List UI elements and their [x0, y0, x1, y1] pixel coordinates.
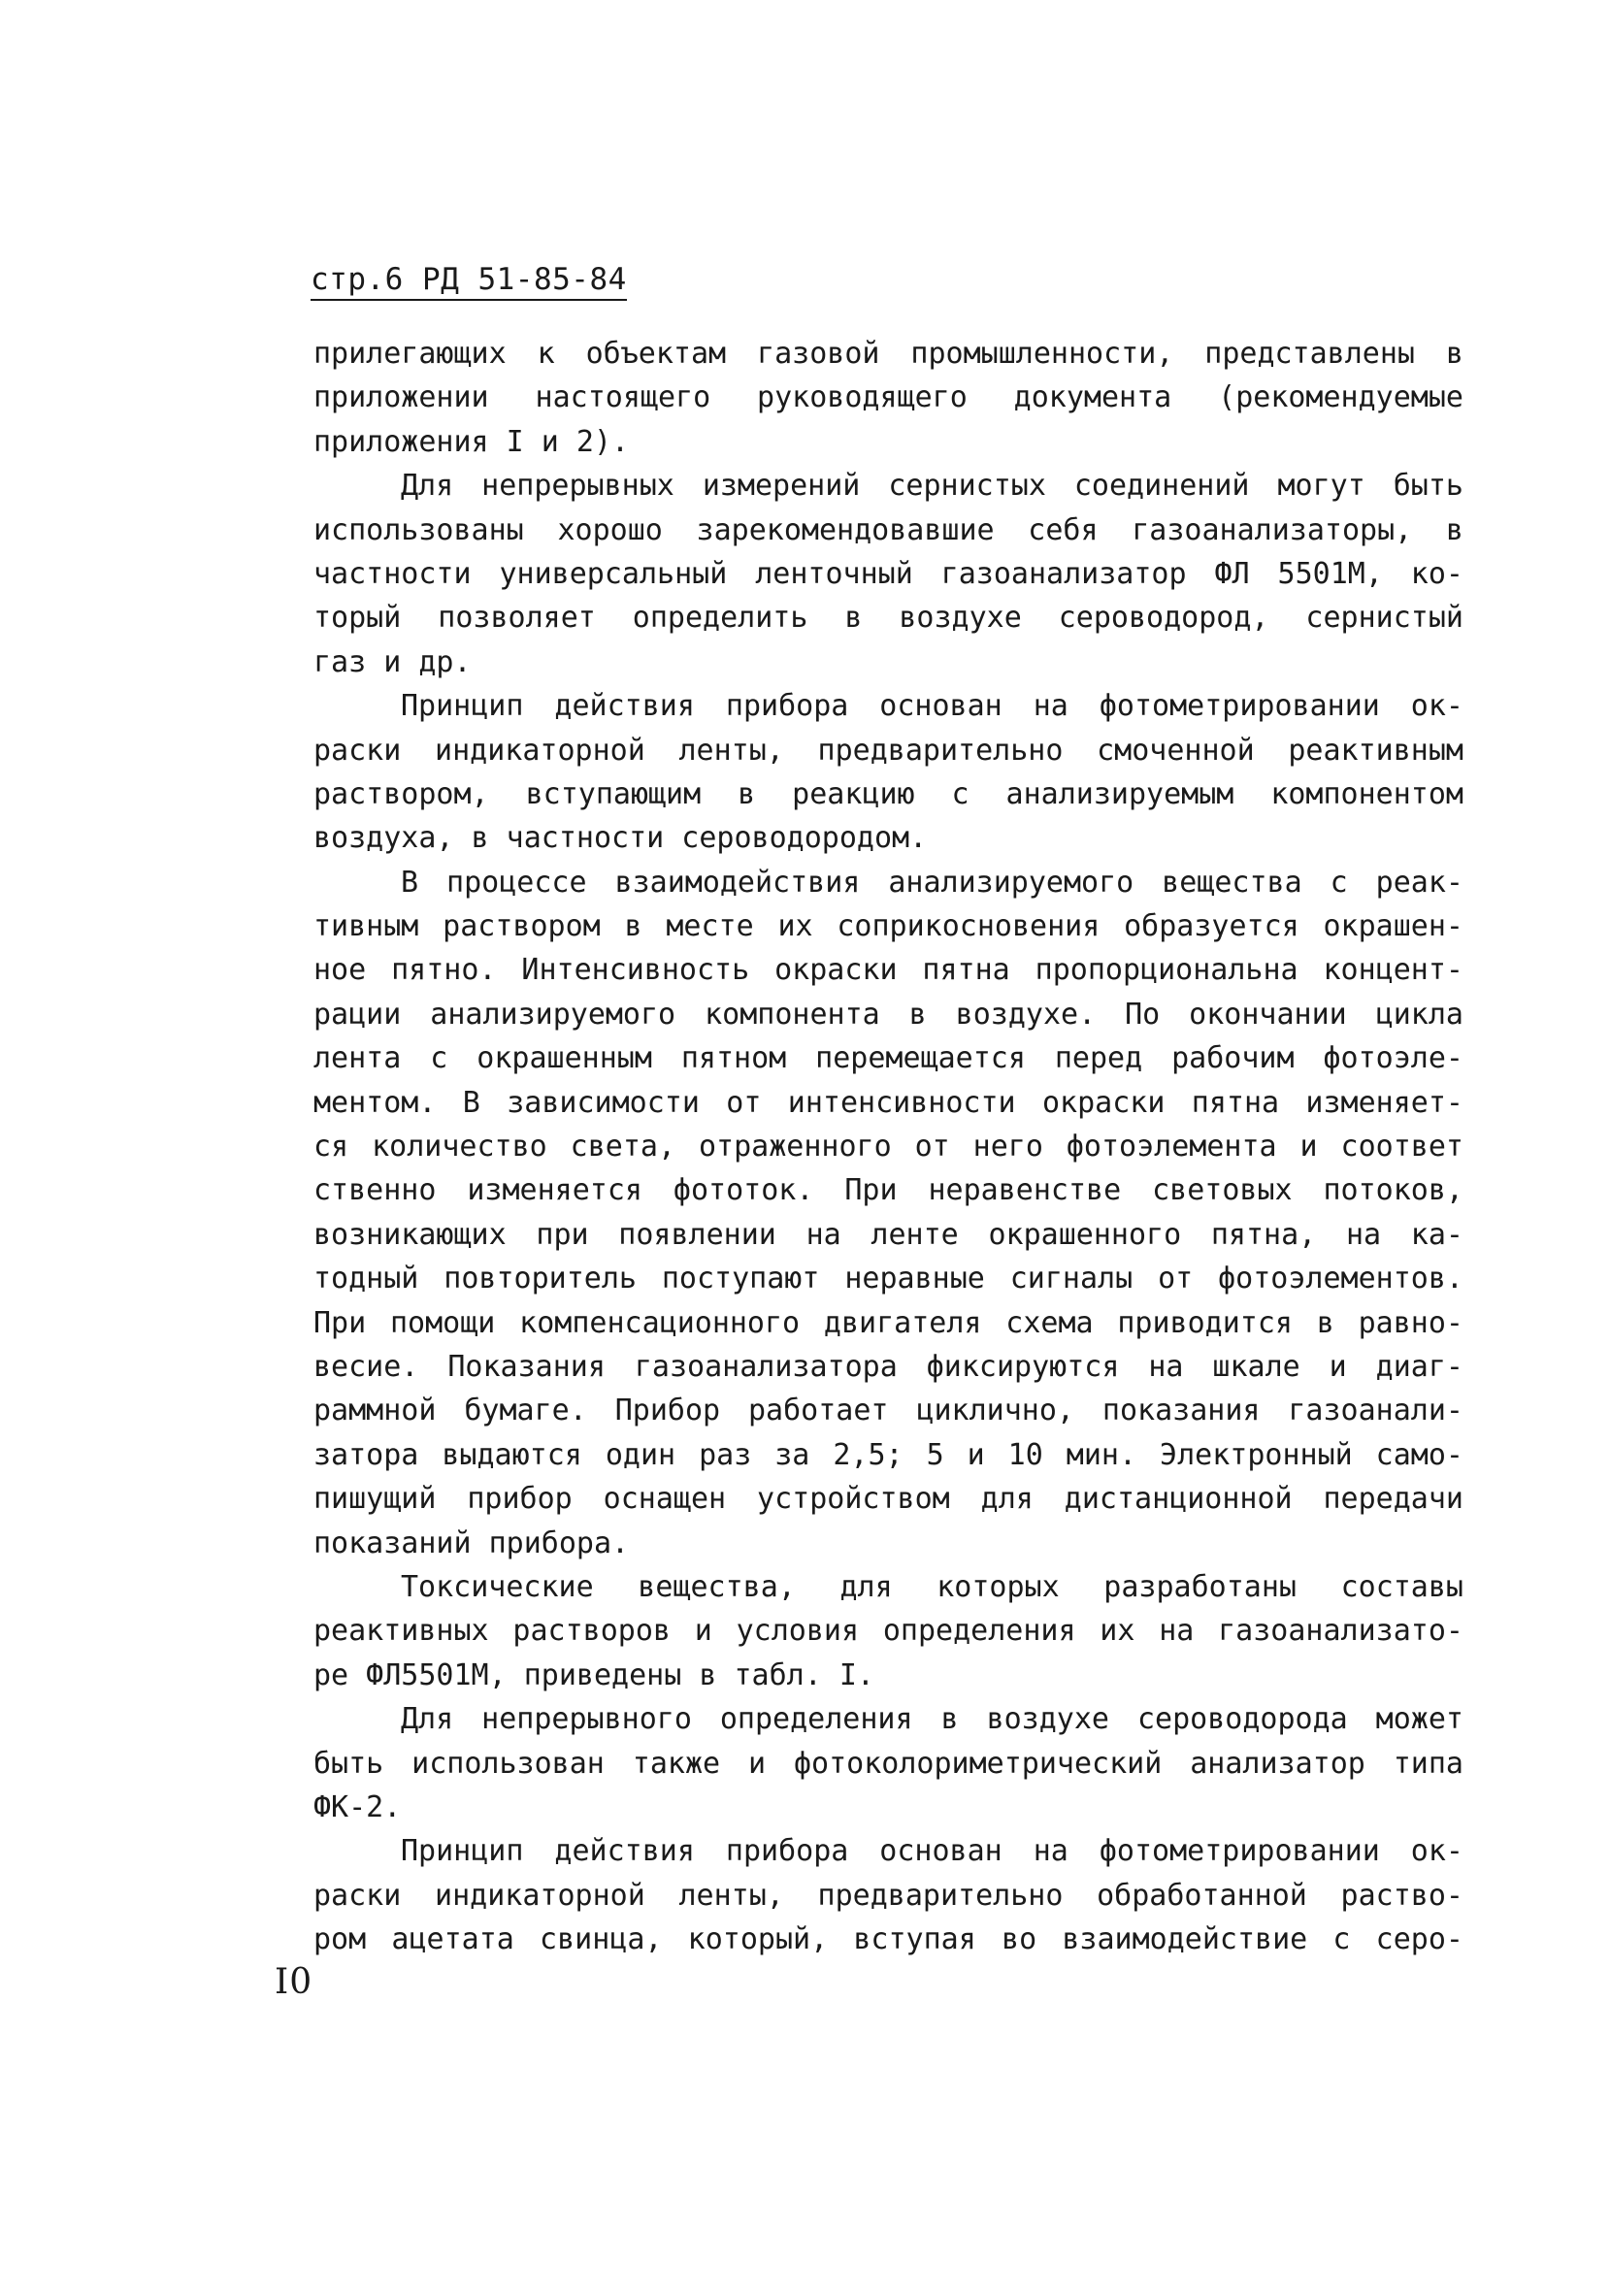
page-number: I0: [275, 1962, 313, 2002]
text-line: торый позволяет определить в воздухе сероводород, сернистый: [313, 601, 1463, 636]
text-line: раствором, вступающим в реакцию с анализируемым компонентом: [313, 776, 1463, 811]
text-line: раммной бумаге. Прибор работает циклично, показания газоанали-: [313, 1394, 1463, 1428]
text-line: При помощи компенсационного двигателя схема приводится в равно-: [313, 1305, 1463, 1340]
body-text: [313, 332, 1463, 1961]
text-line: реактивных растворов и условия определения их на газоанализато-: [313, 1614, 1463, 1649]
text-line: приложения I и 2).: [313, 424, 630, 459]
text-line: показаний прибора.: [313, 1525, 630, 1560]
page-header: стр.6 РД 51-85-84: [311, 260, 627, 301]
paragraph-first-line: Для непрерывных измерений сернистых соединений могут быть: [401, 469, 1463, 504]
text-line: весие. Показания газоанализатора фиксируются на шкале и диаг-: [313, 1349, 1463, 1384]
text-line: пишущий прибор оснащен устройством для дистанционной передачи: [313, 1482, 1463, 1517]
text-line: возникающих при появлении на ленте окрашенного пятна, на ка-: [313, 1217, 1463, 1252]
text-line: ментом. В зависимости от интенсивности окраски пятна изменяет-: [313, 1085, 1463, 1120]
text-line: ся количество света, отраженного от него фотоэлемента и соответ: [313, 1130, 1463, 1164]
paragraph-first-line: Принцип действия прибора основан на фотометрировании ок-: [401, 1834, 1463, 1869]
text-line: раски индикаторной ленты, предварительно обработанной раство-: [313, 1878, 1463, 1913]
text-line: ром ацетата свинца, который, вступая во взаимодействие с серо-: [313, 1922, 1463, 1957]
text-line: ФК-2.: [313, 1789, 402, 1824]
paragraph-first-line: Для непрерывного определения в воздухе сероводорода может: [401, 1702, 1463, 1737]
text-line: газ и др.: [313, 644, 472, 679]
text-line: тодный повторитель поступают неравные сигналы от фотоэлементов.: [313, 1262, 1463, 1296]
text-line: ре ФЛ5501М, приведены в табл. I.: [313, 1657, 874, 1692]
text-line: затора выдаются один раз за 2,5; 5 и 10 мин. Электронный само-: [313, 1437, 1463, 1472]
paragraph-first-line: В процессе взаимодействия анализируемого вещества с реак-: [401, 865, 1463, 900]
text-line: частности универсальный ленточный газоанализатор ФЛ 5501М, ко-: [313, 556, 1463, 591]
text-line: воздуха, в частности сероводородом.: [313, 821, 928, 856]
text-line: лента с окрашенным пятном перемещается перед рабочим фотоэле-: [313, 1041, 1463, 1076]
text-line: рации анализируемого компонента в воздухе. По окончании цикла: [313, 997, 1463, 1032]
text-line: быть использован также и фотоколориметрический анализатор типа: [313, 1746, 1463, 1781]
text-line: раски индикаторной ленты, предварительно смоченной реактивным: [313, 733, 1463, 768]
text-line: приложении настоящего руководящего документа (рекомендуемые: [313, 380, 1463, 415]
paragraph-first-line: Токсические вещества, для которых разработаны составы: [401, 1569, 1463, 1604]
text-line: прилегающих к объектам газовой промышленности, представлены в: [313, 337, 1463, 371]
text-line: использованы хорошо зарекомендовавшие себя газоанализаторы, в: [313, 512, 1463, 547]
text-line: ное пятно. Интенсивность окраски пятна пропорциональна концент-: [313, 953, 1463, 988]
text-line: ственно изменяется фототок. При неравенстве световых потоков,: [313, 1173, 1463, 1208]
text-line: тивным раствором в месте их соприкосновения образуется окрашен-: [313, 909, 1463, 944]
paragraph-first-line: Принцип действия прибора основан на фотометрировании ок-: [401, 689, 1463, 724]
